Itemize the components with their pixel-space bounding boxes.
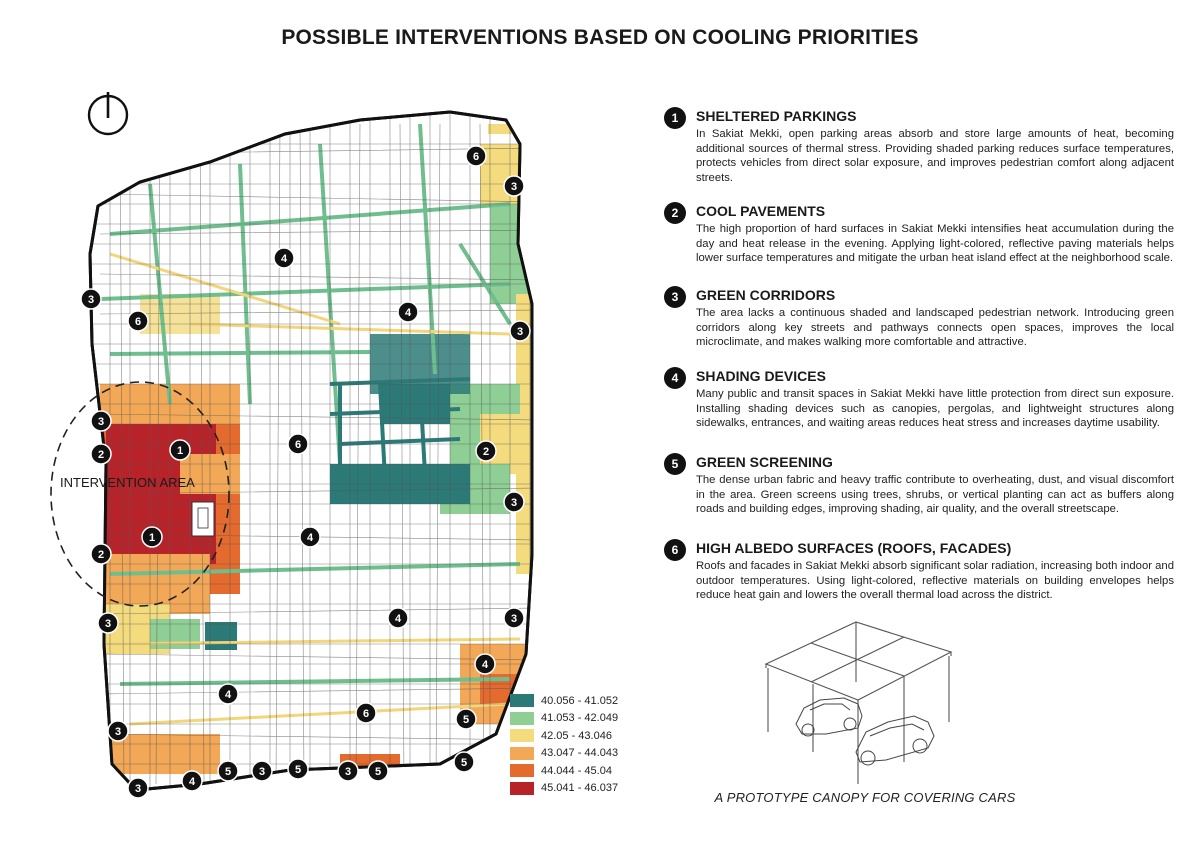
marker-1 (170, 440, 190, 460)
canopy-frame (766, 622, 951, 784)
marker-number: 5 (462, 714, 470, 726)
intervention-text: Roofs and facades in Sakiat Mekki absorb significant solar radiation, increasing both indoor and outdoor temperatures. Using light-colored, reflective materials on building envelopes helps reduce heat gain and lowers the overall thermal load across the district. (696, 560, 1174, 602)
legend-row (510, 692, 618, 710)
marker-number: 4 (280, 253, 288, 265)
legend-swatch (510, 729, 534, 742)
marker-3 (338, 761, 358, 781)
marker-number: 5 (460, 757, 468, 769)
intervention-heading: GREEN SCREENING (696, 454, 833, 470)
marker-number: 4 (404, 307, 412, 319)
marker-6 (128, 311, 148, 331)
marker-number: 2 (97, 549, 105, 561)
marker-4 (218, 684, 238, 704)
legend (510, 692, 618, 797)
marker-number: 6 (294, 439, 302, 451)
number-badge: 3 (664, 286, 686, 308)
marker-number: 6 (134, 316, 142, 328)
intervention-area-label: INTERVENTION AREA (60, 475, 195, 490)
marker-number: 6 (362, 708, 370, 720)
canopy-caption: A PROTOTYPE CANOPY FOR COVERING CARS (714, 790, 1016, 805)
marker-number: 3 (87, 294, 95, 306)
marker-2 (476, 441, 496, 461)
intervention-heading: GREEN CORRIDORS (696, 287, 836, 303)
marker-3 (504, 176, 524, 196)
marker-5 (218, 761, 238, 781)
marker-5 (368, 761, 388, 781)
legend-swatch (510, 764, 534, 777)
legend-swatch (510, 782, 534, 795)
marker-number: 2 (482, 446, 490, 458)
marker-number: 5 (374, 766, 382, 778)
number-badge: 6 (664, 539, 686, 561)
car-icon (796, 698, 862, 736)
marker-3 (81, 289, 101, 309)
legend-label: 43.047 - 44.043 (541, 747, 619, 760)
marker-number: 4 (188, 776, 196, 788)
marker-number: 3 (104, 618, 112, 630)
marker-number: 4 (481, 659, 489, 671)
marker-5 (454, 752, 474, 772)
marker-number: 1 (176, 445, 184, 457)
marker-number: 5 (294, 764, 302, 776)
north-arrow-icon (89, 92, 127, 134)
marker-number: 3 (258, 766, 266, 778)
legend-row (510, 745, 618, 763)
marker-number: 4 (306, 532, 314, 544)
intervention-text: In Sakiat Mekki, open parking areas absorb and store large amounts of heat, becoming additional sources of thermal stress. Providing shaded parking reduces surface temperatures, protects vehicles from direct solar exposure, and improves pedestrian comfort along adjacent streets. (696, 128, 1174, 184)
heat-map (40, 84, 560, 824)
marker-4 (182, 771, 202, 791)
marker-2 (91, 544, 111, 564)
legend-swatch (510, 694, 534, 707)
marker-4 (388, 608, 408, 628)
intervention-heading: COOL PAVEMENTS (696, 203, 826, 219)
legend-label: 44.044 - 45.04 (541, 764, 612, 777)
intervention-text: The area lacks a continuous shaded and landscaped pedestrian network. Introducing green corridors along key streets and pathways connects open spaces, improves the local microclimate, and makes walking more comfortable and attractive. (696, 307, 1174, 349)
marker-number: 3 (510, 181, 518, 193)
legend-row (510, 710, 618, 728)
marker-3 (91, 411, 111, 431)
marker-2 (91, 444, 111, 464)
legend-label: 42.05 - 43.046 (541, 729, 612, 742)
intervention-text: Many public and transit spaces in Sakiat Mekki have little protection from direct sun exposure. Installing shading devices such as canopies, pergolas, and lightweight structures along sidewalks, entrances, and waiting areas reduces heat stress and increases daytime usability. (696, 388, 1174, 430)
number-badge: 1 (664, 107, 686, 129)
marker-number: 3 (510, 613, 518, 625)
legend-swatch (510, 712, 534, 725)
marker-3 (252, 761, 272, 781)
legend-swatch (510, 747, 534, 760)
marker-6 (466, 146, 486, 166)
intervention-text: The high proportion of hard surfaces in Sakiat Mekki intensifies heat accumulation during the day and heat release in the evening. Applying light-colored, reflective paving materials helps lower surface temperatures and mitigate the urban heat island effect at the neighborhood scale. (696, 223, 1174, 265)
suv-icon (856, 716, 934, 765)
marker-number: 3 (344, 766, 352, 778)
marker-number: 3 (134, 783, 142, 795)
legend-row (510, 780, 618, 798)
marker-5 (456, 709, 476, 729)
number-badge: 2 (664, 202, 686, 224)
marker-6 (356, 703, 376, 723)
marker-4 (398, 302, 418, 322)
marker-number: 3 (97, 416, 105, 428)
intervention-text: The dense urban fabric and heavy traffic contribute to overheating, dust, and visual discomfort in the area. Green screens using trees, shrubs, or vertical planting can act as buffers along roads and building edges, improving shading, air quality, and the overall streetscape. (696, 474, 1174, 516)
intervention-heading: HIGH ALBEDO SURFACES (ROOFS, FACADES) (696, 540, 1012, 556)
marker-number: 3 (114, 726, 122, 738)
page-title: POSSIBLE INTERVENTIONS BASED ON COOLING PRIORITIES (281, 26, 919, 49)
intervention-heading: SHELTERED PARKINGS (696, 108, 857, 124)
marker-3 (108, 721, 128, 741)
marker-number: 6 (472, 151, 480, 163)
marker-3 (510, 321, 530, 341)
marker-3 (98, 613, 118, 633)
marker-1 (142, 527, 162, 547)
marker-number: 5 (224, 766, 232, 778)
marker-number: 4 (394, 613, 402, 625)
marker-number: 3 (510, 497, 518, 509)
intervention-heading: SHADING DEVICES (696, 368, 826, 384)
legend-label: 41.053 - 42.049 (541, 712, 619, 725)
marker-4 (274, 248, 294, 268)
marker-number: 1 (148, 532, 156, 544)
canopy-illustration (756, 612, 996, 787)
marker-number: 3 (516, 326, 524, 338)
number-badge: 5 (664, 453, 686, 475)
landmark-building (192, 502, 214, 536)
marker-3 (128, 778, 148, 798)
marker-3 (504, 492, 524, 512)
legend-row (510, 727, 618, 745)
marker-5 (288, 759, 308, 779)
marker-6 (288, 434, 308, 454)
legend-row (510, 762, 618, 780)
legend-label: 40.056 - 41.052 (541, 694, 619, 707)
marker-3 (504, 608, 524, 628)
number-badge: 4 (664, 367, 686, 389)
marker-4 (300, 527, 320, 547)
marker-number: 2 (97, 449, 105, 461)
legend-label: 45.041 - 46.037 (541, 782, 619, 795)
marker-4 (475, 654, 495, 674)
marker-number: 4 (224, 689, 232, 701)
